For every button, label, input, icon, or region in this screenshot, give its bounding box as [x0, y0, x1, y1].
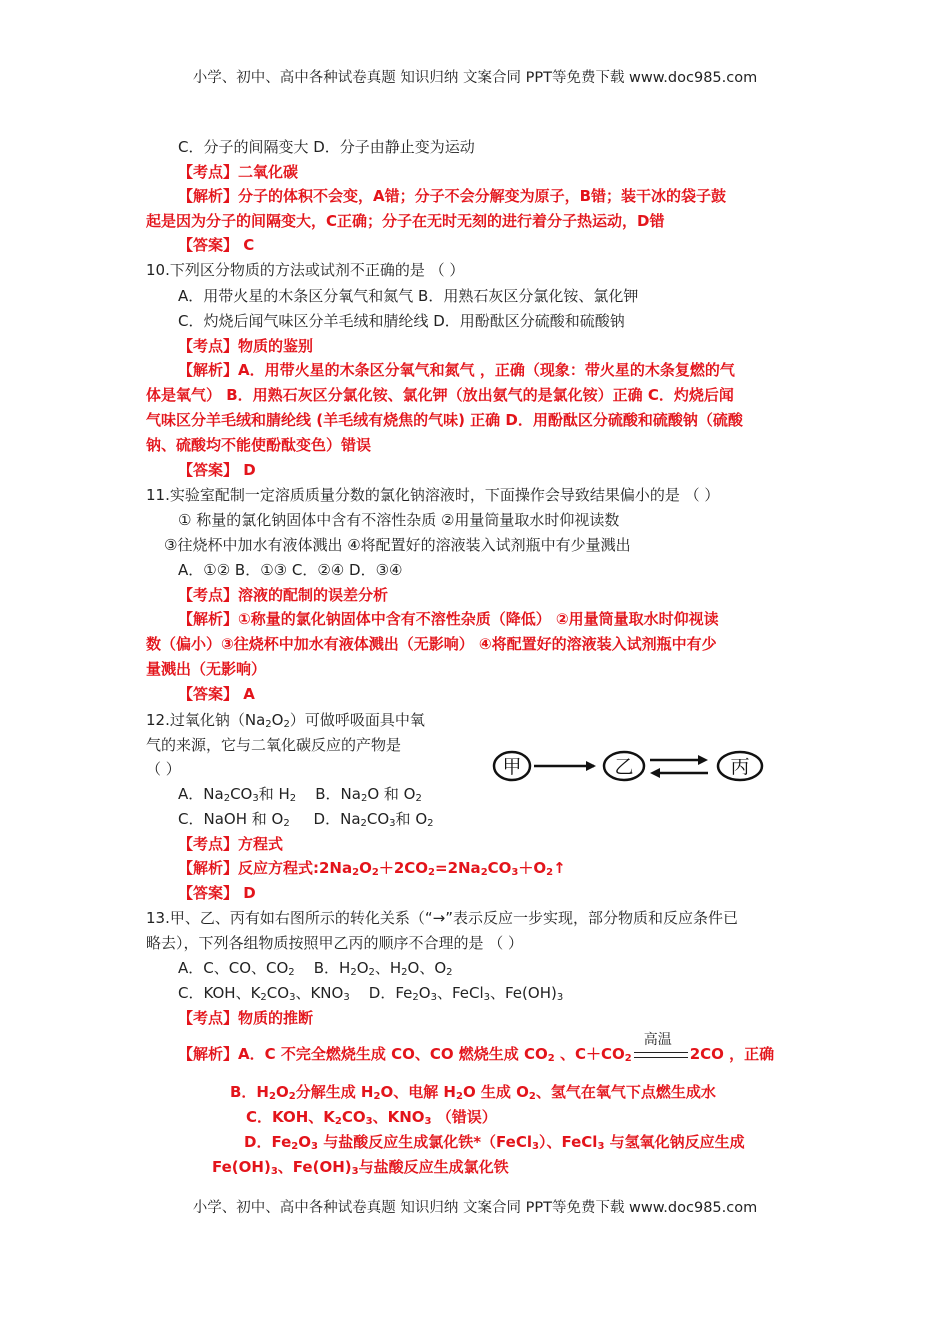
q10-jiexi-4: 钠、硫酸均不能使酚酞变色）错误	[146, 436, 372, 454]
q13-jiexi-c: C．KOH、$K_2CO_3$、$KNO_3$ （错误）	[246, 1108, 497, 1127]
q10-options-cd: C．灼烧后闻气味区分羊毛绒和腈纶线 D．用酚酞区分硫酸和硫酸钠	[178, 312, 625, 330]
gaowen-label: 高温	[643, 1032, 672, 1048]
q11-options: A．①② B．①③ C．②④ D．③④	[178, 561, 403, 579]
conversion-diagram	[492, 748, 768, 784]
q10-answer: 【答案】 D	[178, 461, 256, 479]
q10-jiexi-2: 体是氧气） B．用熟石灰区分氯化铵、氯化钾（放出氨气的是氯化铵）正确 C．灼烧后闻	[146, 386, 734, 404]
q13-kaodian: 【考点】物质的推断	[178, 1009, 314, 1027]
q12-stem-1: 12.过氧化钠$(Na_2O_2)$可做呼吸面具中氧	[146, 711, 425, 730]
q9-options: C．分子的间隔变大 D．分子由静止变为运动	[178, 138, 475, 156]
q12-stem-3: （ ）	[146, 760, 181, 778]
q11-kaodian: 【考点】溶液的配制的误差分析	[178, 586, 389, 604]
page-header: 小学、初中、高中各种试卷真题 知识归纳 文案合同 PPT等免费下载 www.doc985.com	[192, 70, 758, 86]
q13-options-ab: A．C、CO、$CO_2$ B．$H_2O_2$、$H_2O$、$O_2$	[178, 959, 453, 978]
q12-options-cd: C．NaOH 和 $O_2$ D．$Na_2CO_3$和 $O_2$	[178, 810, 434, 829]
bing-label: 丙	[730, 756, 750, 778]
q9-jiexi-1: 【解析】分子的体积不会变，A错；分子不会分解变为原子，B错；装干冰的袋子鼓	[178, 187, 727, 205]
q12-kaodian: 【考点】方程式	[178, 835, 284, 853]
page-footer: 小学、初中、高中各种试卷真题 知识归纳 文案合同 PPT等免费下载 www.doc985.com	[192, 1200, 758, 1216]
q13-jiexi-d: D．$Fe_2O_3$ 与盐酸反应生成氯化铁*（FeCl$_3$）、FeCl$_3$ 与氢氧化钠反应生成	[244, 1133, 745, 1152]
q13-options-cd: C．KOH、$K_2CO_3$、$KNO_3$ D．$Fe_2O_3$、FeCl$_3$、$Fe(OH)_3$	[178, 984, 564, 1003]
q9-kaodian: 【考点】二氧化碳	[178, 163, 299, 181]
high-temp-equals	[632, 1032, 690, 1066]
q11-jiexi-1: 【解析】①称量的氯化钠固体中含有不溶性杂质（降低） ②用量筒量取水时仰视读	[178, 610, 719, 628]
q10-kaodian: 【考点】物质的鉴别	[178, 337, 314, 355]
q12-options-ab: A．$Na_2CO_3$和 $H_2$ B．$Na_2O$ 和 $O_2$	[178, 785, 422, 804]
q9-jiexi-2: 起是因为分子的间隔变大，C正确；分子在无时无刻的进行着分子热运动，D错	[146, 212, 665, 230]
q11-jiexi-3: 量溅出（无影响）	[146, 660, 267, 678]
q12-jiexi: 【解析】反应方程式$:2Na_2O_2+2CO_2=2Na_2CO_3+O_2↑$	[178, 859, 566, 878]
q13-jiexi-a: 【解析】A．C 不完全燃烧生成 CO、CO 燃烧生成 $CO_2$ 、$C+CO_2$ 高温 2CO ，正确	[178, 1042, 774, 1066]
q12-answer: 【答案】 D	[178, 884, 256, 902]
q13-jiexi-b: B．$H_2O_2$分解生成 $H_2O$、电解 $H_2O$ 生成 $O_2$、氢气在氧气下点燃生成水	[230, 1083, 716, 1102]
q13-jiexi-e: $Fe(OH)_3$、$Fe(OH)_3$与盐酸反应生成氯化铁	[212, 1158, 509, 1177]
q10-stem: 10.下列区分物质的方法或试剂不正确的是 （ ）	[146, 261, 465, 279]
q9-answer: 【答案】 C	[178, 236, 255, 254]
arrow-yi-bing-head	[698, 755, 708, 765]
arrow-bing-yi-head	[650, 768, 660, 778]
q10-jiexi-3: 气味区分羊毛绒和腈纶线 (羊毛绒有烧焦的气味) 正确 D．用酚酞区分硫酸和硫酸钠（硫酸	[146, 411, 743, 429]
q11-answer: 【答案】 A	[178, 685, 255, 703]
q10-options-ab: A．用带火星的木条区分氧气和氮气 B．用熟石灰区分氯化铵、氯化钾	[178, 287, 639, 305]
q10-jiexi-1: 【解析】A．用带火星的木条区分氧气和氮气 ，正确（现象：带火星的木条复燃的气	[178, 361, 735, 379]
q13-stem-2: 略去），下列各组物质按照甲乙丙的顺序不合理的是 （ ）	[146, 934, 524, 952]
q11-items-34: ③往烧杯中加水有液体溅出 ④将配置好的溶液装入试剂瓶中有少量溅出	[164, 536, 631, 554]
q13-stem-1: 13.甲、乙、丙有如右图所示的转化关系（“→”表示反应一步实现，部分物质和反应条件已	[146, 909, 738, 927]
jia-label: 甲	[502, 756, 522, 778]
q11-items-12: ① 称量的氯化钠固体中含有不溶性杂质 ②用量筒量取水时仰视读数	[178, 511, 620, 529]
q12-stem-2: 气的来源，它与二氧化碳反应的产物是	[146, 736, 402, 754]
q11-jiexi-2: 数（偏小）③往烧杯中加水有液体溅出（无影响） ④将配置好的溶液装入试剂瓶中有少	[146, 635, 717, 653]
q11-stem: 11.实验室配制一定溶质质量分数的氯化钠溶液时，下面操作会导致结果偏小的是 （ ）	[146, 486, 720, 504]
yi-label: 乙	[614, 756, 634, 778]
arrow-jia-yi-head	[586, 761, 596, 771]
